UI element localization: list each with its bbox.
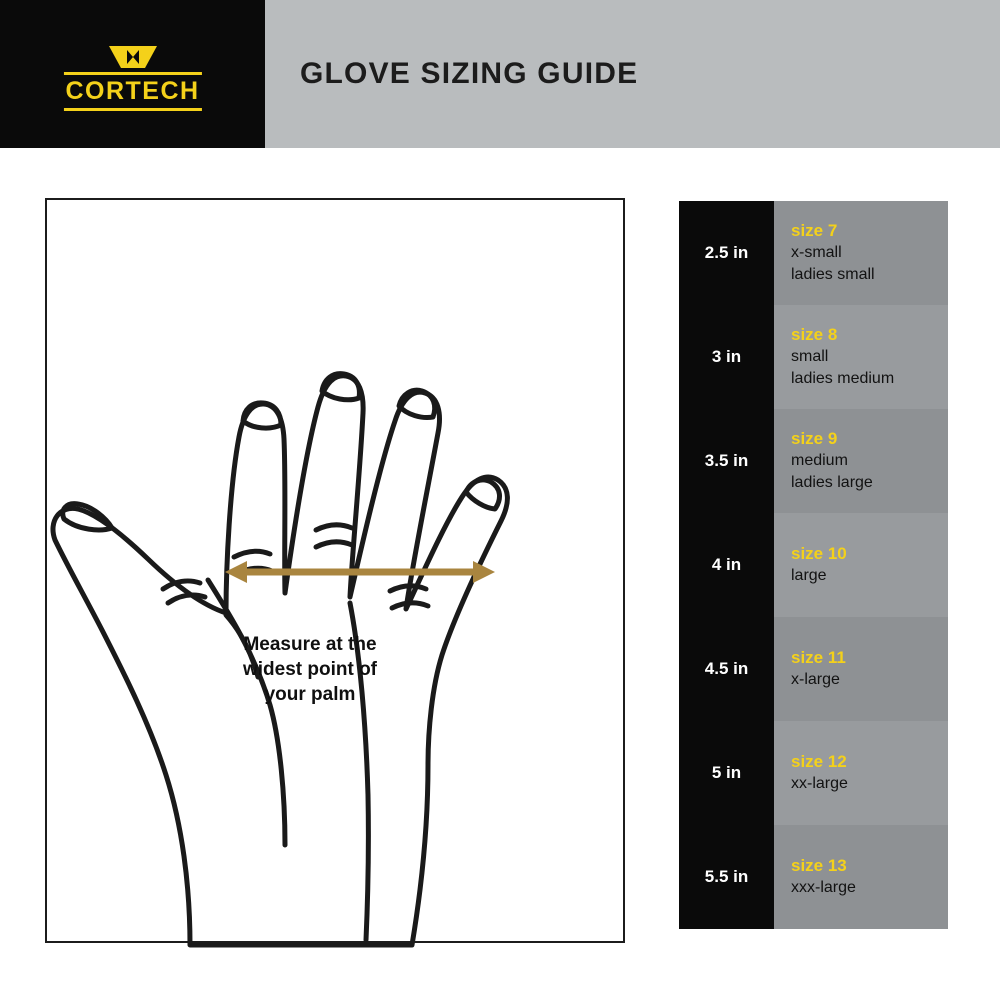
measurement-cell: 5 in [679,721,774,825]
double-headed-arrow-icon [225,557,495,587]
size-cell [774,825,948,929]
size-label: size 11 [791,648,846,667]
measure-instruction [205,632,415,707]
measurement-cell: 2.5 in [679,201,774,305]
size-desc-line1: x-large [791,671,840,688]
brand-logo [0,0,265,148]
cortech-chevron-icon [107,44,159,70]
size-cell [774,201,948,305]
measurement-cell: 3 in [679,305,774,409]
measurement-cell: 4.5 in [679,617,774,721]
size-desc-line1: xxx-large [791,879,856,896]
size-label: size 7 [791,221,838,240]
measure-instruction-line1: Measure at the [243,634,377,655]
table-row [679,825,948,929]
size-label: size 12 [791,752,847,771]
size-desc-line2: ladies large [791,474,873,491]
size-cell [774,513,948,617]
size-label: size 8 [791,325,838,344]
measure-instruction-line2: widest point of [242,659,378,680]
size-desc-line1: xx-large [791,775,848,792]
table-row [679,617,948,721]
size-desc-line1: small [791,348,829,365]
size-label: size 10 [791,544,847,563]
measurement-cell: 4 in [679,513,774,617]
page-header [0,0,1000,148]
brand-wordmark [63,72,201,111]
size-cell [774,409,948,513]
size-label: size 9 [791,429,838,448]
size-desc-line2: ladies small [791,266,875,283]
table-row [679,721,948,825]
size-cell [774,305,948,409]
size-desc-line1: medium [791,452,848,469]
table-row [679,201,948,305]
measurement-cell: 3.5 in [679,409,774,513]
size-desc-line1: large [791,567,827,584]
table-row [679,409,948,513]
size-cell [774,721,948,825]
size-desc-line1: x-small [791,244,842,261]
size-cell [774,617,948,721]
measurement-cell: 5.5 in [679,825,774,929]
measure-instruction-line3: your palm [264,684,356,705]
table-row [679,513,948,617]
size-label: size 13 [791,856,847,875]
brand-name: CORTECH [65,77,200,105]
table-row [679,305,948,409]
size-desc-line2: ladies medium [791,370,895,387]
page-title: GLOVE SIZING GUIDE [300,57,639,90]
size-table [679,201,948,929]
